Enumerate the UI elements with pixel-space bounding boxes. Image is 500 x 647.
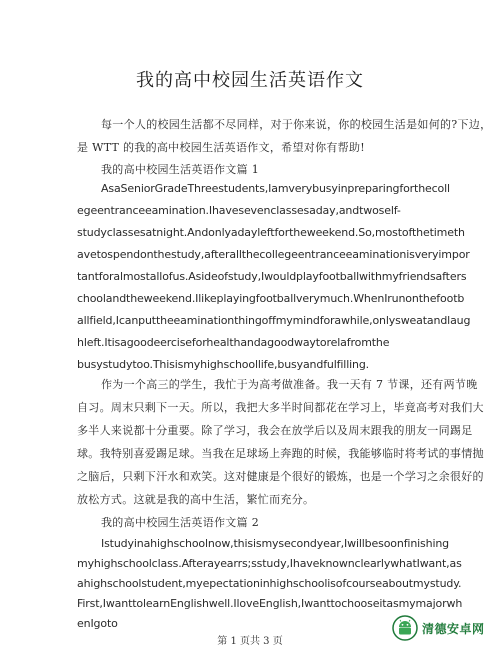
body-line-20: Istudyinahighschoolnow,thisismysecondyear,Iwillbesoonfinishing — [101, 537, 450, 550]
page-footer: 第 1 页共 3 页 — [217, 636, 283, 647]
body-line-16: 球。我特别喜爱踢足球。当我在足球场上奔跑的时候，我能够临时将考试的事情抛 — [77, 447, 484, 460]
body-line-23: First,IwanttolearnEnglishwell.IloveEnglish,Iwanttochooseitasmymajorwh — [77, 597, 463, 610]
body-line-8: tantforalmostallofus.Asideofstudy,Iwouldplayfootballwithmyfriendsafters — [77, 270, 467, 283]
body-line-15: 多半人来说都十分重要。除了学习，我会在放学后以及周末跟我的朋友一同踢足 — [77, 424, 473, 437]
body-line-17: 之脑后，只剩下汗水和欢笑。这对健康是个很好的锻炼，也是一个学习之余很好的 — [77, 470, 484, 483]
body-line-11: hleft.Itisagoodeerciseforhealthandagoodwaytorelafromthe — [77, 336, 390, 349]
section-heading-1: 我的高中校园生活英语作文篇 1 — [101, 163, 259, 176]
body-line-21: myhighschoolclass.Afterayearrs;sstudy,IhaveknownclearlywhatIwant,as — [77, 557, 462, 570]
watermark-badge — [392, 614, 492, 642]
body-line-1: 每一个人的校园生活都不尽同样，对于你来说，你的校园生活是如何的?下边， — [101, 118, 492, 131]
body-line-10: allfield,Icanputtheeaminationthingoffmymindforawhile,onlysweatandlaug — [77, 314, 471, 327]
body-line-14: 自习。周末只剩下一天。所以，我把大多半时间都花在学习上，毕竟高考对我们大 — [77, 401, 484, 414]
body-line-9: choolandtheweekend.Ilikeplayingfootballverymuch.WhenIrunonthefootb — [77, 292, 465, 305]
body-line-24: enIgoto — [77, 617, 118, 630]
body-line-5: egeentranceeamination.Ihavesevenclassesaday,andtwoself- — [77, 204, 401, 217]
body-line-6: studyclassesatnight.Andonlyadayleftfortheweekend.So,mostofthetimeth — [77, 226, 465, 239]
android-robot-icon — [392, 615, 418, 641]
body-line-18: 放松方式。这就是我的高中生活，繁忙而充分。 — [77, 493, 315, 506]
body-line-22: ahighschoolstudent,myepectationinhighschoolisofcourseaboutmystudy. — [77, 577, 462, 590]
body-line-13: 作为一个高三的学生，我忙于为高考做准备。我一天有 7 节课，还有两节晚 — [101, 378, 478, 391]
watermark-text: 清德安卓网 — [422, 621, 485, 636]
body-line-7: avetospendonthestudy,afterallthecollegeentranceeaminationisveryimpor — [77, 248, 470, 261]
body-line-2: 是 WTT 的我的高中校园生活英语作文，希望对你有帮助! — [77, 141, 365, 154]
body-line-4: AsaSeniorGradeThreestudents,Iamverybusyinpreparingforthecoll — [101, 182, 450, 195]
document-title: 我的高中校园生活英语作文 — [136, 70, 364, 91]
section-heading-2: 我的高中校园生活英语作文篇 2 — [101, 516, 259, 529]
body-line-12: busystudytoo.Thisismyhighschoollife,busyandfulfilling. — [77, 358, 370, 371]
